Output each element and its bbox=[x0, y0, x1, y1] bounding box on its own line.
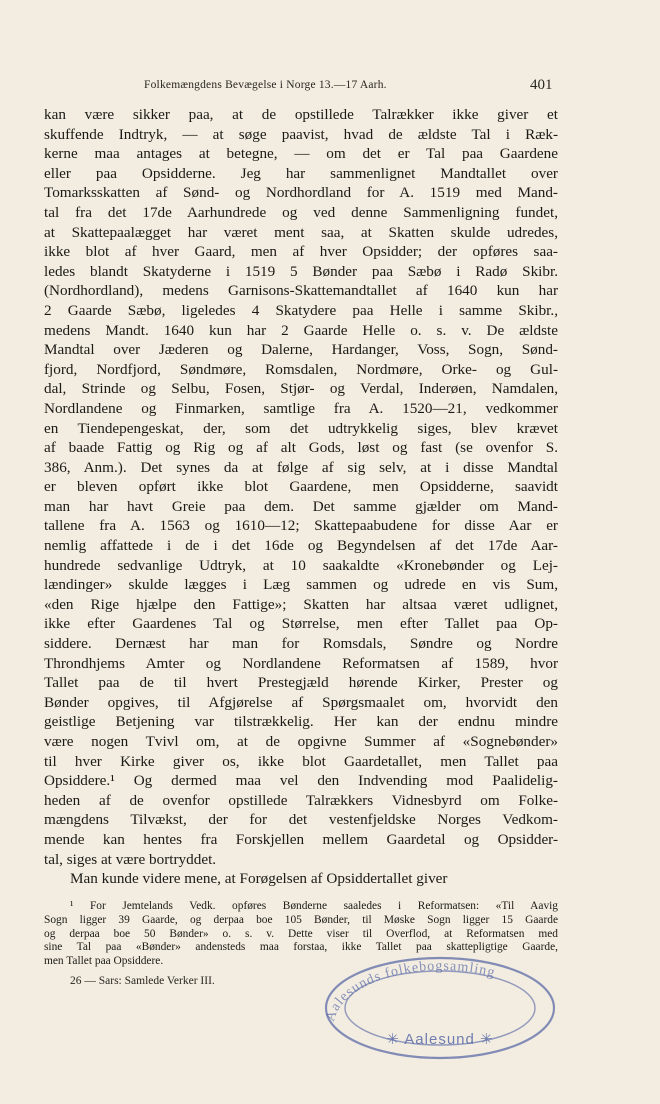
stamp-arc-text: Aalesunds folkebogsamling bbox=[323, 958, 498, 1024]
body-line: nemlig affattede i de i det 16de og Begyndelsen af det 17de Aar- bbox=[44, 537, 558, 555]
stamp-center-text: ✳ Aalesund ✳ bbox=[386, 1031, 494, 1048]
body-line: en Tiendepengeskat, der, som det udtrykkelig siges, blev krævet bbox=[44, 419, 558, 437]
body-line: Bønder opgives, til Afgjørelse af Spørgsmaalet om, hvorvidt den bbox=[44, 693, 558, 711]
body-line: Tallet paa de til hvert Prestegjæld hørende Kirker, Prester og bbox=[44, 674, 558, 692]
body-line: dal, Strinde og Selbu, Fosen, Stjør- og Verdal, Inderøen, Namdalen, bbox=[44, 380, 558, 398]
body-line: mende kan hentes fra Forskjellen mellem Gaardetal og Opsidder- bbox=[44, 830, 558, 848]
body-line: er bleven opført ikke blot Gaardene, men Opsidderne, saavidt bbox=[44, 478, 558, 496]
body-line: siddere. Dernæst har man for Romsdals, Søndre og Nordre bbox=[44, 635, 558, 653]
body-line: Tomarksskatten af Sønd- og Nordhordland for A. 1519 med Mand- bbox=[44, 184, 558, 202]
body-line: kerne maa antages at betegne, — om det er Tal paa Gaardene bbox=[44, 145, 558, 163]
body-line: geistlige Betjening var tilstrækkelig. Her kan der endnu mindre bbox=[44, 713, 558, 731]
body-line: Throndhjems Amter og Nordlandene Reformatsen af 1589, hvor bbox=[44, 654, 558, 672]
running-head: Folkemængdens Bevægelse i Norge 13.—17 Aarh. bbox=[144, 79, 387, 91]
footnote-line: sine Tal paa «Bønder» andensteds maa forstaa, ikke Tallet paa skattepligtige Gaarde, bbox=[44, 941, 558, 954]
body-line: til hver Kirke giver os, ikke blot Gaardetallet, men Tallet paa bbox=[44, 752, 558, 770]
body-line: Nordlandene og Finmarken, samtlige fra A. 1520—21, vedkommer bbox=[44, 399, 558, 417]
footnote-line: Sogn ligger 39 Gaarde, og derpaa boe 105 Bønder, til Møske Sogn ligger 15 Gaarde bbox=[44, 913, 558, 926]
body-line: man har havt Greie paa dem. Det samme gjælder om Mand- bbox=[44, 497, 558, 515]
body-text bbox=[44, 105, 558, 889]
body-line: ikke blot af hver Gaard, men af hver Opsidder; der opføres saa- bbox=[44, 243, 558, 261]
footnote-line: men Tallet paa Opsiddere. bbox=[44, 955, 164, 968]
body-line: Mandtal over Jæderen og Dalerne, Hardanger, Voss, Sogn, Sønd- bbox=[44, 341, 558, 359]
body-line: tal, siges at være bortryddet. bbox=[44, 850, 217, 868]
page-number: 401 bbox=[530, 77, 553, 93]
body-line: tallene fra A. 1563 og 1610—12; Skattepaabudene for disse Aar er bbox=[44, 517, 558, 535]
body-line: kan være sikker paa, at de opstillede Talrækker ikke giver et bbox=[44, 106, 558, 123]
body-line: at Skattepaalægget har været ment saa, at Skatten skulde udredes, bbox=[44, 223, 558, 241]
footnote-line: ¹ For Jemtelands Vedk. opføres Bønderne saaledes i Reformatsen: «Til Aavig bbox=[70, 900, 558, 912]
body-line: fjord, Nordfjord, Søndmøre, Romsdalen, Nordmøre, Orke- og Gul- bbox=[44, 360, 558, 378]
body-line: medens Mandt. 1640 kun har 2 Gaarde Helle o. s. v. De ældste bbox=[44, 321, 558, 339]
body-line: mængdens Tilvækst, der for det vestenfjeldske Norges Vedkom- bbox=[44, 811, 558, 829]
body-line: eller paa Opsidderne. Jeg har sammenlignet Mandtallet over bbox=[44, 164, 558, 182]
body-line: ikke efter Gaardenes Tal og Størrelse, men efter Tallet paa Op- bbox=[44, 615, 558, 633]
body-line: Man kunde videre mene, at Forøgelsen af Opsiddertallet giver bbox=[70, 870, 448, 888]
body-line: ledes blandt Skatyderne i 1519 5 Bønder paa Sæbø i Radø Skibr. bbox=[44, 262, 558, 280]
body-line: Opsiddere.¹ Og dermed maa vel den Indvending mod Paalidelig- bbox=[44, 772, 558, 790]
body-line: skuffende Indtryk, — at søge paavist, hvad de ældste Tal i Ræk- bbox=[44, 125, 558, 143]
body-line: være nogen Tvivl om, at de opgivne Summer af «Sognebønder» bbox=[44, 733, 558, 750]
body-line: 386, Anm.). Det synes da at følge af sig selv, at i disse Mandtal bbox=[44, 458, 558, 476]
body-line: 2 Gaarde Sæbø, ligeledes 4 Skatydere paa Helle i samme Skibr., bbox=[44, 301, 558, 319]
body-line: lændinger» skulde lægges i Læg sammen og udrede en vis Sum, bbox=[44, 576, 558, 594]
library-stamp bbox=[312, 952, 562, 1062]
body-line: (Nordhordland), medens Garnisons-Skattemandtallet af 1640 kun har bbox=[44, 282, 558, 300]
printer-signature: 26 — Sars: Samlede Verker III. bbox=[70, 975, 215, 987]
body-line: «den Rige hjælpe den Fattige»; Skatten har altsaa været udlignet, bbox=[44, 595, 558, 613]
body-line: af baade Fattig og Rig og af alt Gods, løst og fast (se ovenfor S. bbox=[44, 439, 558, 457]
footnote-line: og derpaa boe 50 Bønder» o. s. v. Dette viser til Overflod, at Reformatsen med bbox=[44, 927, 558, 940]
body-line: heden af de ovenfor opstillede Talrækkers Vidnesbyrd om Folke- bbox=[44, 791, 558, 809]
body-line: hundrede sedvanlige Udtryk, at 10 saakaldte «Kronebønder og Lej- bbox=[44, 556, 558, 574]
body-line: tal fra det 17de Aarhundrede og ved denne Sammenligning fundet, bbox=[44, 203, 558, 221]
